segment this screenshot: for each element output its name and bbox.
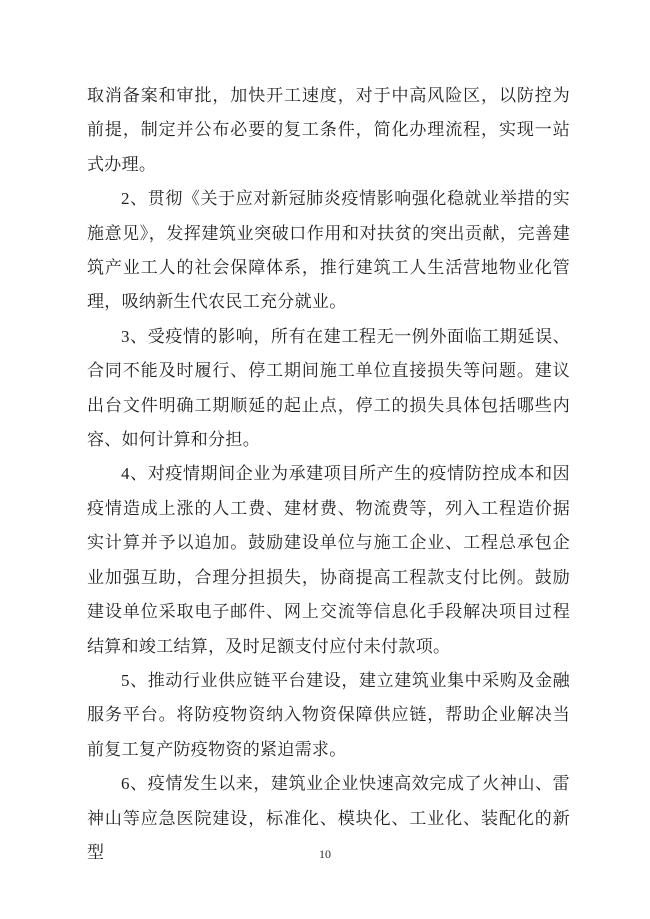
page-number: 10 xyxy=(319,847,331,861)
paragraph-item-3: 3、受疫情的影响，所有在建工程无一例外面临工期延误、合同不能及时履行、停工期间施工单位直接损失等问题。建议出台文件明确工期顺延的起止点，停工的损失具体包括哪些内容、如何计算和分担。 xyxy=(87,326,570,450)
paragraph-item-4: 4、对疫情期间企业为承建项目所产生的疫情防控成本和因疫情造成上涨的人工费、建材费、物流费等，列入工程造价据实计算并予以追加。鼓励建设单位与施工企业、工程总承包企业加强互助，合理分担损失，协商提高工程款支付比例。鼓励建设单位采取电子邮件、网上交流等信息化手段解决项目过程结算和竣工结算，及时足额支付应付未付款项。 xyxy=(87,464,570,656)
paragraph-item-6: 6、疫情发生以来，建筑业企业快速高效完成了火神山、雷神山等应急医院建设，标准化、模块化、工业化、装配化的新型 xyxy=(87,774,570,862)
document-body xyxy=(87,79,570,870)
paragraph-continuation: 取消备案和审批，加快开工速度，对于中高风险区，以防控为前提，制定并公布必要的复工条件，简化办理流程，实现一站式办理。 xyxy=(87,86,570,174)
paragraph-item-5: 5、推动行业供应链平台建设，建立建筑业集中采购及金融服务平台。将防疫物资纳入物资保障供应链，帮助企业解决当前复工复产防疫物资的紧迫需求。 xyxy=(87,670,570,759)
paragraph-item-2: 2、贯彻《关于应对新冠肺炎疫情影响强化稳就业举措的实施意见》，发挥建筑业突破口作用和对扶贫的突出贡献，完善建筑产业工人的社会保障体系，推行建筑工人生活营地物业化管理，吸纳新生代农民工充分就业。 xyxy=(87,189,570,312)
